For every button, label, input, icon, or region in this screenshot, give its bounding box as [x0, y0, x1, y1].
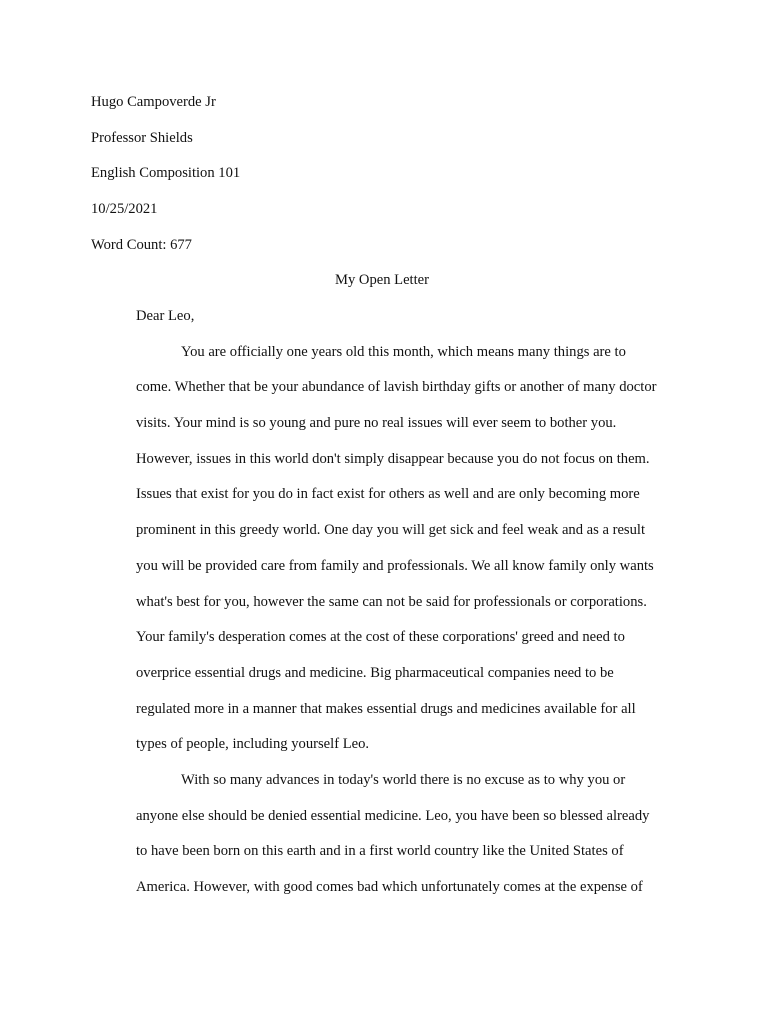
paragraph-line: overprice essential drugs and medicine. Big pharmaceutical companies need to be	[136, 664, 614, 681]
paragraph-2	[136, 770, 684, 913]
author-name: Hugo Campoverde Jr	[91, 94, 216, 110]
paragraph-1	[136, 342, 684, 770]
paragraph-line: come. Whether that be your abundance of lavish birthday gifts or another of many doctor	[136, 379, 657, 396]
paragraph-line: America. However, with good comes bad which unfortunately comes at the expense of	[136, 879, 643, 895]
paragraph-line: anyone else should be denied essential medicine. Leo, you have been so blessed already	[136, 807, 650, 824]
paragraph-line: You are officially one years old this month, which means many things are to	[181, 343, 626, 360]
paragraph-line: Issues that exist for you do in fact exist for others as well and are only becoming more	[136, 486, 640, 503]
paragraph-line: you will be provided care from family and professionals. We all know family only wants	[136, 557, 654, 574]
paragraph-line: With so many advances in today's world there is no excuse as to why you or	[181, 771, 626, 788]
course-name: English Composition 101	[91, 165, 241, 182]
letter-title: My Open Letter	[334, 272, 430, 288]
paragraph-line: to have been born on this earth and in a first world country like the United States of	[136, 843, 624, 860]
paragraph-line: However, issues in this world don't simply disappear because you do not focus on them.	[136, 450, 650, 467]
paragraph-line: Your family's desperation comes at the cost of these corporations' greed and need to	[136, 629, 625, 646]
paragraph-line: visits. Your mind is so young and pure no real issues will ever seem to bother you.	[136, 415, 617, 432]
salutation: Dear Leo,	[136, 308, 195, 324]
paragraph-line: what's best for you, however the same can not be said for professionals or corporations.	[136, 593, 647, 610]
instructor-name: Professor Shields	[91, 129, 193, 146]
document-date: 10/25/2021	[91, 201, 158, 218]
heading-block	[91, 92, 691, 270]
word-count: Word Count: 677	[91, 236, 192, 253]
paragraph-line: types of people, including yourself Leo.	[136, 736, 370, 753]
paragraph-line: regulated more in a manner that makes essential drugs and medicines available for all	[136, 700, 636, 717]
letter-body	[136, 306, 684, 913]
paragraph-line: prominent in this greedy world. One day you will get sick and feel weak and as a result	[136, 522, 646, 539]
